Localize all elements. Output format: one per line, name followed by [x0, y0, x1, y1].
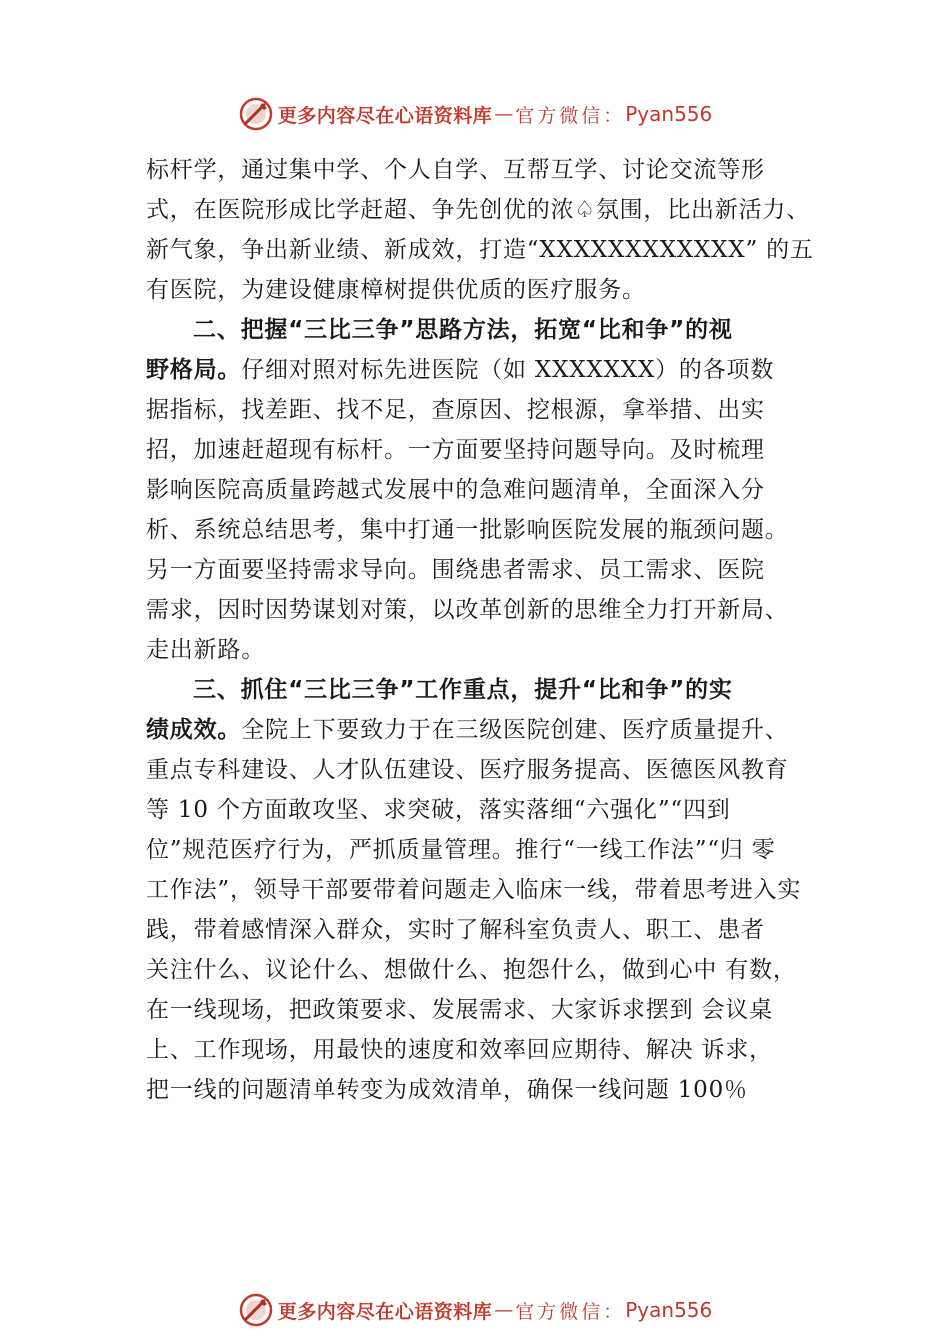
- section-heading: 绩成效。: [146, 717, 242, 743]
- watermark-wechat-label: 官方微信：: [515, 104, 626, 127]
- text-line: 等 10 个方面敢攻坚、求突破，落实落细“六强化”“四到: [146, 797, 731, 823]
- text-line: [146, 310, 846, 350]
- watermark-logo-icon: [238, 96, 274, 132]
- text-line: 把一线的问题清单转变为成效清单，确保一线问题 100％: [146, 1077, 748, 1103]
- text-line: 招，加速赶超现有标杆。一方面要坚持问题导向。及时梳理: [146, 437, 765, 463]
- watermark-title: 更多内容尽在心语资料库: [277, 1300, 493, 1323]
- text-line: [146, 350, 846, 390]
- text-line: 另一方面要坚持需求导向。围绕患者需求、员工需求、医院: [146, 557, 765, 583]
- text-line: 关注什么、议论什么、想做什么、抱怨什么，做到心中 有数，: [146, 957, 797, 983]
- text-line: 析、系统总结思考，集中打通一批影响医院发展的瓶颈问题。: [146, 517, 789, 543]
- watermark-wechat-id: Pyan556: [625, 102, 713, 126]
- text-line: 有医院，为建设健康樟树提供优质的医疗服务。: [146, 277, 646, 303]
- section-heading: 野格局。: [146, 357, 242, 383]
- watermark-wechat-id: Pyan556: [625, 1298, 713, 1322]
- text-line: 践，带着感情深入群众，实时了解科室负责人、职工、患者: [146, 917, 765, 943]
- watermark-separator: —: [494, 103, 514, 125]
- section-heading: 二、把握“三比三争”思路方法，拓宽“比和争”的视: [193, 317, 733, 343]
- text-line: 需求，因时因势谋划对策，以改革创新的思维全力打开新局、: [146, 597, 789, 623]
- text-line: 重点专科建设、人才队伍建设、医疗服务提高、医德医风教育: [146, 757, 789, 783]
- body-text: 全院上下要致力于在三级医院创建、医疗质量提升、: [241, 717, 789, 743]
- text-line: 位”规范医疗行为，严抓质量管理。推行“一线工作法”“归 零: [146, 837, 776, 863]
- text-line: 影响医院高质量跨越式发展中的急难问题清单，全面深入分: [146, 477, 765, 503]
- text-line: 式，在医院形成比学赶超、争先创优的浓♤氛围，比出新活力、: [146, 197, 811, 223]
- watermark-wechat-label: 官方微信：: [515, 1300, 626, 1323]
- text-line: 走出新路。: [146, 637, 265, 663]
- text-line: [146, 710, 846, 750]
- body-text: 仔细对照对标先进医院（如 XXXXXXX）的各项数: [241, 357, 775, 383]
- text-line: 据指标，找差距、找不足，查原因、挖根源，拿举措、出实: [146, 397, 765, 423]
- watermark-separator: —: [494, 1299, 514, 1321]
- text-line: [146, 670, 846, 710]
- text-line: 上、工作现场，用最快的速度和效率回应期待、解决 诉求，: [146, 1037, 773, 1063]
- watermark-title: 更多内容尽在心语资料库: [277, 104, 493, 127]
- section-heading: 三、抓住“三比三争”工作重点，提升“比和争”的实: [193, 677, 733, 703]
- text-line: 工作法”，领导干部要带着问题走入临床一线，带着思考进入实: [146, 877, 802, 903]
- text-line: 新气象，争出新业绩、新成效，打造“XXXXXXXXXXXX” 的五: [146, 237, 814, 263]
- watermark-logo-icon: [238, 1292, 274, 1328]
- text-line: 标杆学，通过集中学、个人自学、互帮互学、讨论交流等形: [146, 157, 765, 183]
- header-watermark-banner: [0, 94, 950, 134]
- footer-watermark-banner: [0, 1290, 950, 1330]
- document-body: [146, 150, 846, 1110]
- text-line: 在一线现场，把政策要求、发展需求、大家诉求摆到 会议桌: [146, 997, 773, 1023]
